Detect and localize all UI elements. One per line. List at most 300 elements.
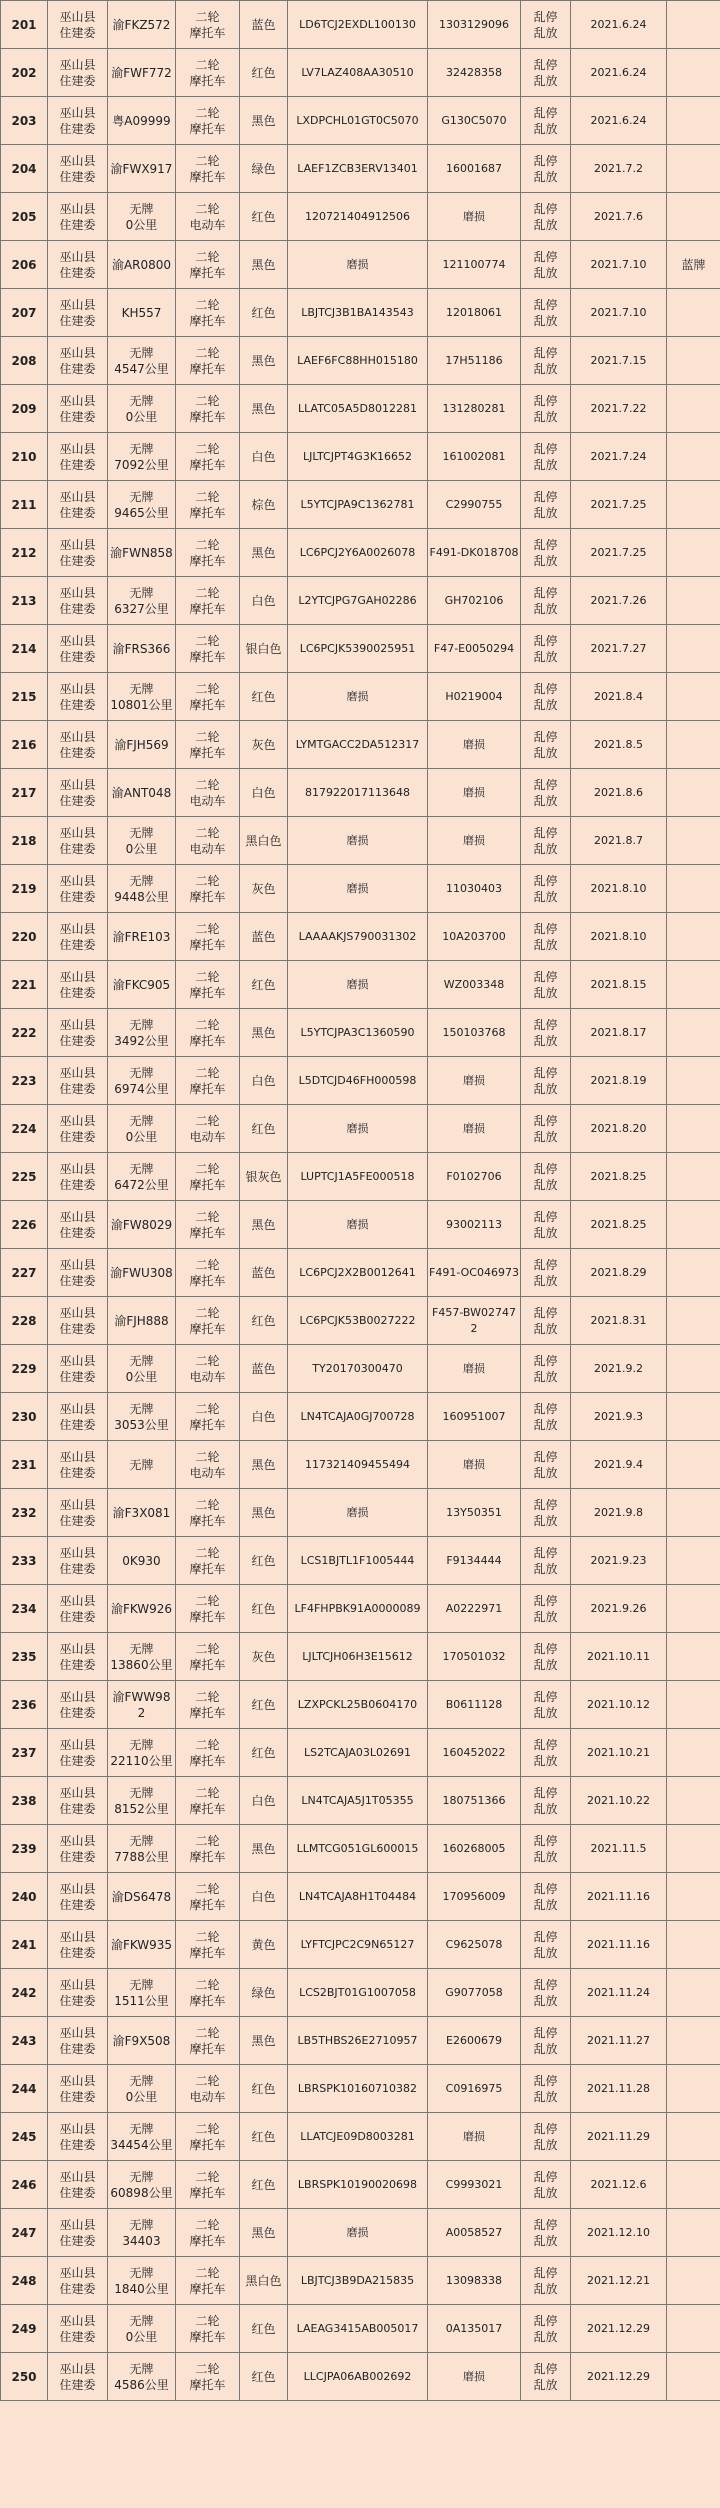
cell-reason: 乱停 乱放: [521, 1441, 571, 1489]
cell-engine-number: F0102706: [428, 1153, 521, 1201]
cell-vin: LF4FHPBK91A0000089: [288, 1585, 428, 1633]
cell-date: 2021.8.10: [571, 913, 667, 961]
table-row: [1, 1057, 720, 1105]
cell-note: [667, 1873, 720, 1921]
cell-color: 红色: [240, 2113, 288, 2161]
cell-engine-number: 11030403: [428, 865, 521, 913]
cell-number: 202: [1, 49, 48, 97]
cell-vehicle-type: 二轮 摩托车: [176, 385, 240, 433]
cell-color: 黑色: [240, 337, 288, 385]
table-row: [1, 97, 720, 145]
cell-vehicle-type: 二轮 摩托车: [176, 1297, 240, 1345]
cell-note: [667, 1681, 720, 1729]
cell-vehicle-type: 二轮 摩托车: [176, 1825, 240, 1873]
cell-color: 红色: [240, 289, 288, 337]
cell-date: 2021.9.2: [571, 1345, 667, 1393]
cell-vin: TY20170300470: [288, 1345, 428, 1393]
cell-vin: LC6PCJK5390025951: [288, 625, 428, 673]
cell-vin: LN4TCAJA0GJ700728: [288, 1393, 428, 1441]
cell-unit: 巫山县 住建委: [48, 1393, 108, 1441]
cell-unit: 巫山县 住建委: [48, 433, 108, 481]
cell-note: [667, 1105, 720, 1153]
cell-color: 红色: [240, 2161, 288, 2209]
cell-date: 2021.9.8: [571, 1489, 667, 1537]
cell-engine-number: 161002081: [428, 433, 521, 481]
cell-unit: 巫山县 住建委: [48, 2209, 108, 2257]
cell-date: 2021.7.6: [571, 193, 667, 241]
cell-date: 2021.7.22: [571, 385, 667, 433]
cell-number: 230: [1, 1393, 48, 1441]
cell-engine-number: 磨损: [428, 2113, 521, 2161]
cell-unit: 巫山县 住建委: [48, 1825, 108, 1873]
cell-vehicle-type: 二轮 摩托车: [176, 1057, 240, 1105]
cell-vin: LC6PCJK53B0027222: [288, 1297, 428, 1345]
cell-unit: 巫山县 住建委: [48, 289, 108, 337]
cell-reason: 乱停 乱放: [521, 1537, 571, 1585]
cell-date: 2021.8.15: [571, 961, 667, 1009]
cell-color: 黑色: [240, 1009, 288, 1057]
table-row: [1, 625, 720, 673]
cell-note: [667, 1969, 720, 2017]
cell-vehicle-type: 二轮 摩托车: [176, 913, 240, 961]
table-row: [1, 1441, 720, 1489]
cell-date: 2021.10.11: [571, 1633, 667, 1681]
cell-reason: 乱停 乱放: [521, 1201, 571, 1249]
cell-plate: 无牌 0公里: [108, 1345, 176, 1393]
cell-date: 2021.11.24: [571, 1969, 667, 2017]
cell-vehicle-type: 二轮 摩托车: [176, 577, 240, 625]
cell-vin: LLATC05A5D8012281: [288, 385, 428, 433]
cell-vehicle-type: 二轮 摩托车: [176, 1393, 240, 1441]
cell-number: 250: [1, 2353, 48, 2401]
cell-engine-number: A0058527: [428, 2209, 521, 2257]
cell-engine-number: 17H51186: [428, 337, 521, 385]
cell-vehicle-type: 二轮 摩托车: [176, 97, 240, 145]
cell-color: 黑色: [240, 241, 288, 289]
cell-plate: 无牌 13860公里: [108, 1633, 176, 1681]
cell-engine-number: 32428358: [428, 49, 521, 97]
cell-note: [667, 481, 720, 529]
cell-engine-number: H0219004: [428, 673, 521, 721]
cell-reason: 乱停 乱放: [521, 2065, 571, 2113]
cell-plate: KH557: [108, 289, 176, 337]
cell-plate: 无牌 7788公里: [108, 1825, 176, 1873]
cell-plate: 无牌 6472公里: [108, 1153, 176, 1201]
cell-note: [667, 721, 720, 769]
table-row: [1, 2353, 720, 2401]
cell-vin: 磨损: [288, 865, 428, 913]
cell-date: 2021.6.24: [571, 1, 667, 49]
cell-unit: 巫山县 住建委: [48, 49, 108, 97]
cell-unit: 巫山县 住建委: [48, 481, 108, 529]
cell-unit: 巫山县 住建委: [48, 1345, 108, 1393]
cell-color: 红色: [240, 673, 288, 721]
cell-number: 242: [1, 1969, 48, 2017]
cell-vin: 117321409455494: [288, 1441, 428, 1489]
cell-reason: 乱停 乱放: [521, 769, 571, 817]
cell-note: [667, 1345, 720, 1393]
cell-date: 2021.7.2: [571, 145, 667, 193]
cell-number: 219: [1, 865, 48, 913]
cell-color: 黑白色: [240, 2257, 288, 2305]
cell-number: 212: [1, 529, 48, 577]
cell-vehicle-type: 二轮 摩托车: [176, 1537, 240, 1585]
cell-unit: 巫山县 住建委: [48, 97, 108, 145]
cell-number: 207: [1, 289, 48, 337]
cell-vehicle-type: 二轮 摩托车: [176, 865, 240, 913]
cell-reason: 乱停 乱放: [521, 2161, 571, 2209]
cell-engine-number: 磨损: [428, 817, 521, 865]
cell-vehicle-type: 二轮 摩托车: [176, 481, 240, 529]
cell-reason: 乱停 乱放: [521, 1, 571, 49]
cell-note: [667, 1393, 720, 1441]
cell-note: [667, 433, 720, 481]
cell-engine-number: 磨损: [428, 769, 521, 817]
cell-reason: 乱停 乱放: [521, 817, 571, 865]
cell-note: [667, 673, 720, 721]
cell-date: 2021.11.28: [571, 2065, 667, 2113]
cell-vehicle-type: 二轮 摩托车: [176, 2161, 240, 2209]
cell-note: [667, 1057, 720, 1105]
cell-note: [667, 1777, 720, 1825]
table-row: [1, 1537, 720, 1585]
table-row: [1, 2017, 720, 2065]
cell-number: 216: [1, 721, 48, 769]
cell-note: [667, 2353, 720, 2401]
table-row: [1, 2305, 720, 2353]
cell-reason: 乱停 乱放: [521, 1585, 571, 1633]
cell-vehicle-type: 二轮 电动车: [176, 817, 240, 865]
cell-color: 黑色: [240, 1201, 288, 1249]
cell-vehicle-type: 二轮 电动车: [176, 193, 240, 241]
cell-engine-number: 170956009: [428, 1873, 521, 1921]
cell-reason: 乱停 乱放: [521, 289, 571, 337]
cell-reason: 乱停 乱放: [521, 1489, 571, 1537]
cell-reason: 乱停 乱放: [521, 673, 571, 721]
cell-color: 棕色: [240, 481, 288, 529]
cell-vehicle-type: 二轮 摩托车: [176, 1585, 240, 1633]
cell-date: 2021.7.25: [571, 529, 667, 577]
cell-number: 236: [1, 1681, 48, 1729]
table-row: [1, 529, 720, 577]
cell-color: 黄色: [240, 1921, 288, 1969]
cell-unit: 巫山县 住建委: [48, 1441, 108, 1489]
cell-plate: 0K930: [108, 1537, 176, 1585]
cell-vin: LD6TCJ2EXDL100130: [288, 1, 428, 49]
cell-note: [667, 2161, 720, 2209]
cell-vin: LLATCJE09D8003281: [288, 2113, 428, 2161]
cell-vehicle-type: 二轮 摩托车: [176, 1921, 240, 1969]
cell-plate: 无牌 4586公里: [108, 2353, 176, 2401]
cell-plate: 粤A09999: [108, 97, 176, 145]
cell-vehicle-type: 二轮 摩托车: [176, 1969, 240, 2017]
cell-vehicle-type: 二轮 摩托车: [176, 529, 240, 577]
table-row: [1, 1201, 720, 1249]
table-row: [1, 1249, 720, 1297]
cell-note: [667, 961, 720, 1009]
table-row: [1, 817, 720, 865]
cell-number: 244: [1, 2065, 48, 2113]
cell-vehicle-type: 二轮 摩托车: [176, 337, 240, 385]
cell-note: [667, 2065, 720, 2113]
cell-color: 灰色: [240, 1633, 288, 1681]
table-row: [1, 1153, 720, 1201]
cell-note: [667, 1009, 720, 1057]
cell-unit: 巫山县 住建委: [48, 673, 108, 721]
cell-date: 2021.9.23: [571, 1537, 667, 1585]
cell-number: 241: [1, 1921, 48, 1969]
cell-engine-number: C2990755: [428, 481, 521, 529]
cell-engine-number: 160951007: [428, 1393, 521, 1441]
cell-number: 245: [1, 2113, 48, 2161]
cell-color: 黑色: [240, 1489, 288, 1537]
cell-unit: 巫山县 住建委: [48, 145, 108, 193]
cell-date: 2021.11.5: [571, 1825, 667, 1873]
cell-engine-number: 磨损: [428, 1441, 521, 1489]
cell-unit: 巫山县 住建委: [48, 1921, 108, 1969]
cell-vehicle-type: 二轮 摩托车: [176, 433, 240, 481]
cell-engine-number: G9077058: [428, 1969, 521, 2017]
cell-note: [667, 1153, 720, 1201]
cell-plate: 渝FJH888: [108, 1297, 176, 1345]
cell-color: 黑色: [240, 1441, 288, 1489]
cell-date: 2021.7.26: [571, 577, 667, 625]
cell-engine-number: 180751366: [428, 1777, 521, 1825]
cell-unit: 巫山县 住建委: [48, 1729, 108, 1777]
cell-note: [667, 2305, 720, 2353]
cell-vehicle-type: 二轮 摩托车: [176, 1153, 240, 1201]
cell-number: 229: [1, 1345, 48, 1393]
cell-note: [667, 1489, 720, 1537]
table-row: [1, 2161, 720, 2209]
cell-reason: 乱停 乱放: [521, 2305, 571, 2353]
cell-reason: 乱停 乱放: [521, 577, 571, 625]
cell-reason: 乱停 乱放: [521, 865, 571, 913]
cell-number: 228: [1, 1297, 48, 1345]
table-row: [1, 1105, 720, 1153]
cell-number: 213: [1, 577, 48, 625]
table-row: [1, 1681, 720, 1729]
cell-plate: 无牌 3492公里: [108, 1009, 176, 1057]
cell-reason: 乱停 乱放: [521, 1345, 571, 1393]
cell-date: 2021.8.17: [571, 1009, 667, 1057]
cell-number: 247: [1, 2209, 48, 2257]
cell-note: [667, 1441, 720, 1489]
cell-plate: 无牌 4547公里: [108, 337, 176, 385]
cell-color: 红色: [240, 2065, 288, 2113]
cell-engine-number: C9625078: [428, 1921, 521, 1969]
cell-unit: 巫山县 住建委: [48, 1585, 108, 1633]
cell-vin: LXDPCHL01GT0C5070: [288, 97, 428, 145]
cell-engine-number: 121100774: [428, 241, 521, 289]
cell-date: 2021.10.12: [571, 1681, 667, 1729]
cell-note: [667, 145, 720, 193]
cell-color: 黑色: [240, 2017, 288, 2065]
cell-unit: 巫山县 住建委: [48, 1873, 108, 1921]
cell-engine-number: 13Y50351: [428, 1489, 521, 1537]
cell-number: 232: [1, 1489, 48, 1537]
cell-note: [667, 193, 720, 241]
cell-vin: L5YTCJPA3C1360590: [288, 1009, 428, 1057]
cell-plate: 无牌 3053公里: [108, 1393, 176, 1441]
cell-vin: LBJTCJ3B1BA143543: [288, 289, 428, 337]
cell-number: 248: [1, 2257, 48, 2305]
cell-unit: 巫山县 住建委: [48, 1777, 108, 1825]
cell-reason: 乱停 乱放: [521, 2257, 571, 2305]
cell-unit: 巫山县 住建委: [48, 625, 108, 673]
table-row: [1, 577, 720, 625]
cell-vin: 磨损: [288, 241, 428, 289]
cell-unit: 巫山县 住建委: [48, 1153, 108, 1201]
cell-number: 209: [1, 385, 48, 433]
cell-unit: 巫山县 住建委: [48, 1969, 108, 2017]
cell-number: 217: [1, 769, 48, 817]
cell-unit: 巫山县 住建委: [48, 1057, 108, 1105]
cell-engine-number: WZ003348: [428, 961, 521, 1009]
cell-color: 白色: [240, 1777, 288, 1825]
cell-vin: LLMTCG051GL600015: [288, 1825, 428, 1873]
cell-reason: 乱停 乱放: [521, 721, 571, 769]
cell-reason: 乱停 乱放: [521, 1105, 571, 1153]
table-row: [1, 1, 720, 49]
table-row: [1, 2209, 720, 2257]
cell-vehicle-type: 二轮 摩托车: [176, 961, 240, 1009]
cell-note: [667, 865, 720, 913]
cell-engine-number: F491-OC046973: [428, 1249, 521, 1297]
cell-number: 220: [1, 913, 48, 961]
cell-number: 246: [1, 2161, 48, 2209]
cell-plate: 渝FRE103: [108, 913, 176, 961]
cell-vin: LYMTGACC2DA512317: [288, 721, 428, 769]
table-row: [1, 961, 720, 1009]
cell-date: 2021.8.4: [571, 673, 667, 721]
cell-note: [667, 1, 720, 49]
cell-color: 红色: [240, 1537, 288, 1585]
cell-plate: 无牌 34403: [108, 2209, 176, 2257]
cell-plate: 无牌 0公里: [108, 1105, 176, 1153]
cell-plate: 无牌 0公里: [108, 193, 176, 241]
cell-plate: 无牌 6974公里: [108, 1057, 176, 1105]
cell-vin: LBRSPK10160710382: [288, 2065, 428, 2113]
cell-color: 白色: [240, 769, 288, 817]
cell-vin: 817922017113648: [288, 769, 428, 817]
cell-reason: 乱停 乱放: [521, 2017, 571, 2065]
cell-vehicle-type: 二轮 摩托车: [176, 1729, 240, 1777]
cell-color: 白色: [240, 1393, 288, 1441]
cell-color: 红色: [240, 2305, 288, 2353]
cell-unit: 巫山县 住建委: [48, 193, 108, 241]
cell-unit: 巫山县 住建委: [48, 1, 108, 49]
cell-note: [667, 385, 720, 433]
cell-color: 红色: [240, 193, 288, 241]
cell-engine-number: 131280281: [428, 385, 521, 433]
cell-date: 2021.7.27: [571, 625, 667, 673]
cell-color: 红色: [240, 1297, 288, 1345]
cell-unit: 巫山县 住建委: [48, 577, 108, 625]
cell-number: 201: [1, 1, 48, 49]
cell-color: 白色: [240, 577, 288, 625]
cell-vin: LN4TCAJA5J1T05355: [288, 1777, 428, 1825]
cell-reason: 乱停 乱放: [521, 97, 571, 145]
cell-plate: 无牌: [108, 1441, 176, 1489]
cell-engine-number: C0916975: [428, 2065, 521, 2113]
cell-reason: 乱停 乱放: [521, 241, 571, 289]
cell-vehicle-type: 二轮 摩托车: [176, 2305, 240, 2353]
cell-unit: 巫山县 住建委: [48, 2113, 108, 2161]
cell-color: 银灰色: [240, 1153, 288, 1201]
cell-engine-number: 93002113: [428, 1201, 521, 1249]
cell-note: [667, 817, 720, 865]
cell-note: [667, 289, 720, 337]
cell-date: 2021.12.21: [571, 2257, 667, 2305]
cell-note: [667, 1633, 720, 1681]
cell-date: 2021.8.19: [571, 1057, 667, 1105]
cell-color: 蓝色: [240, 1345, 288, 1393]
cell-vin: 磨损: [288, 2209, 428, 2257]
cell-reason: 乱停 乱放: [521, 1681, 571, 1729]
cell-date: 2021.8.10: [571, 865, 667, 913]
cell-vin: LAEF6FC88HH015180: [288, 337, 428, 385]
cell-note: [667, 2113, 720, 2161]
cell-unit: 巫山县 住建委: [48, 817, 108, 865]
cell-date: 2021.7.24: [571, 433, 667, 481]
cell-date: 2021.8.29: [571, 1249, 667, 1297]
cell-date: 2021.10.22: [571, 1777, 667, 1825]
cell-vehicle-type: 二轮 摩托车: [176, 2353, 240, 2401]
cell-plate: 无牌 1840公里: [108, 2257, 176, 2305]
cell-vehicle-type: 二轮 摩托车: [176, 1009, 240, 1057]
cell-note: [667, 2257, 720, 2305]
cell-vehicle-type: 二轮 电动车: [176, 1441, 240, 1489]
cell-engine-number: F9134444: [428, 1537, 521, 1585]
cell-engine-number: E2600679: [428, 2017, 521, 2065]
cell-vehicle-type: 二轮 摩托车: [176, 2209, 240, 2257]
cell-color: 红色: [240, 1729, 288, 1777]
cell-note: [667, 49, 720, 97]
table-row: [1, 433, 720, 481]
cell-plate: 无牌 34454公里: [108, 2113, 176, 2161]
cell-plate: 渝FW8029: [108, 1201, 176, 1249]
cell-vin: 磨损: [288, 1201, 428, 1249]
cell-reason: 乱停 乱放: [521, 913, 571, 961]
cell-unit: 巫山县 住建委: [48, 2065, 108, 2113]
cell-vehicle-type: 二轮 摩托车: [176, 2017, 240, 2065]
table-body: [1, 1, 720, 2401]
cell-number: 204: [1, 145, 48, 193]
cell-vin: LYFTCJPC2C9N65127: [288, 1921, 428, 1969]
cell-vin: LAEF1ZCB3ERV13401: [288, 145, 428, 193]
cell-color: 蓝色: [240, 1, 288, 49]
cell-plate: 渝FWW982: [108, 1681, 176, 1729]
cell-number: 218: [1, 817, 48, 865]
cell-plate: 无牌 1511公里: [108, 1969, 176, 2017]
cell-number: 239: [1, 1825, 48, 1873]
cell-engine-number: 磨损: [428, 1345, 521, 1393]
cell-color: 灰色: [240, 721, 288, 769]
cell-reason: 乱停 乱放: [521, 1729, 571, 1777]
cell-unit: 巫山县 住建委: [48, 529, 108, 577]
cell-date: 2021.12.29: [571, 2305, 667, 2353]
cell-note: [667, 529, 720, 577]
cell-color: 白色: [240, 1057, 288, 1105]
table-row: [1, 2113, 720, 2161]
table-row: [1, 1921, 720, 1969]
cell-color: 白色: [240, 1873, 288, 1921]
cell-reason: 乱停 乱放: [521, 1057, 571, 1105]
cell-number: 225: [1, 1153, 48, 1201]
cell-reason: 乱停 乱放: [521, 481, 571, 529]
cell-color: 绿色: [240, 1969, 288, 2017]
